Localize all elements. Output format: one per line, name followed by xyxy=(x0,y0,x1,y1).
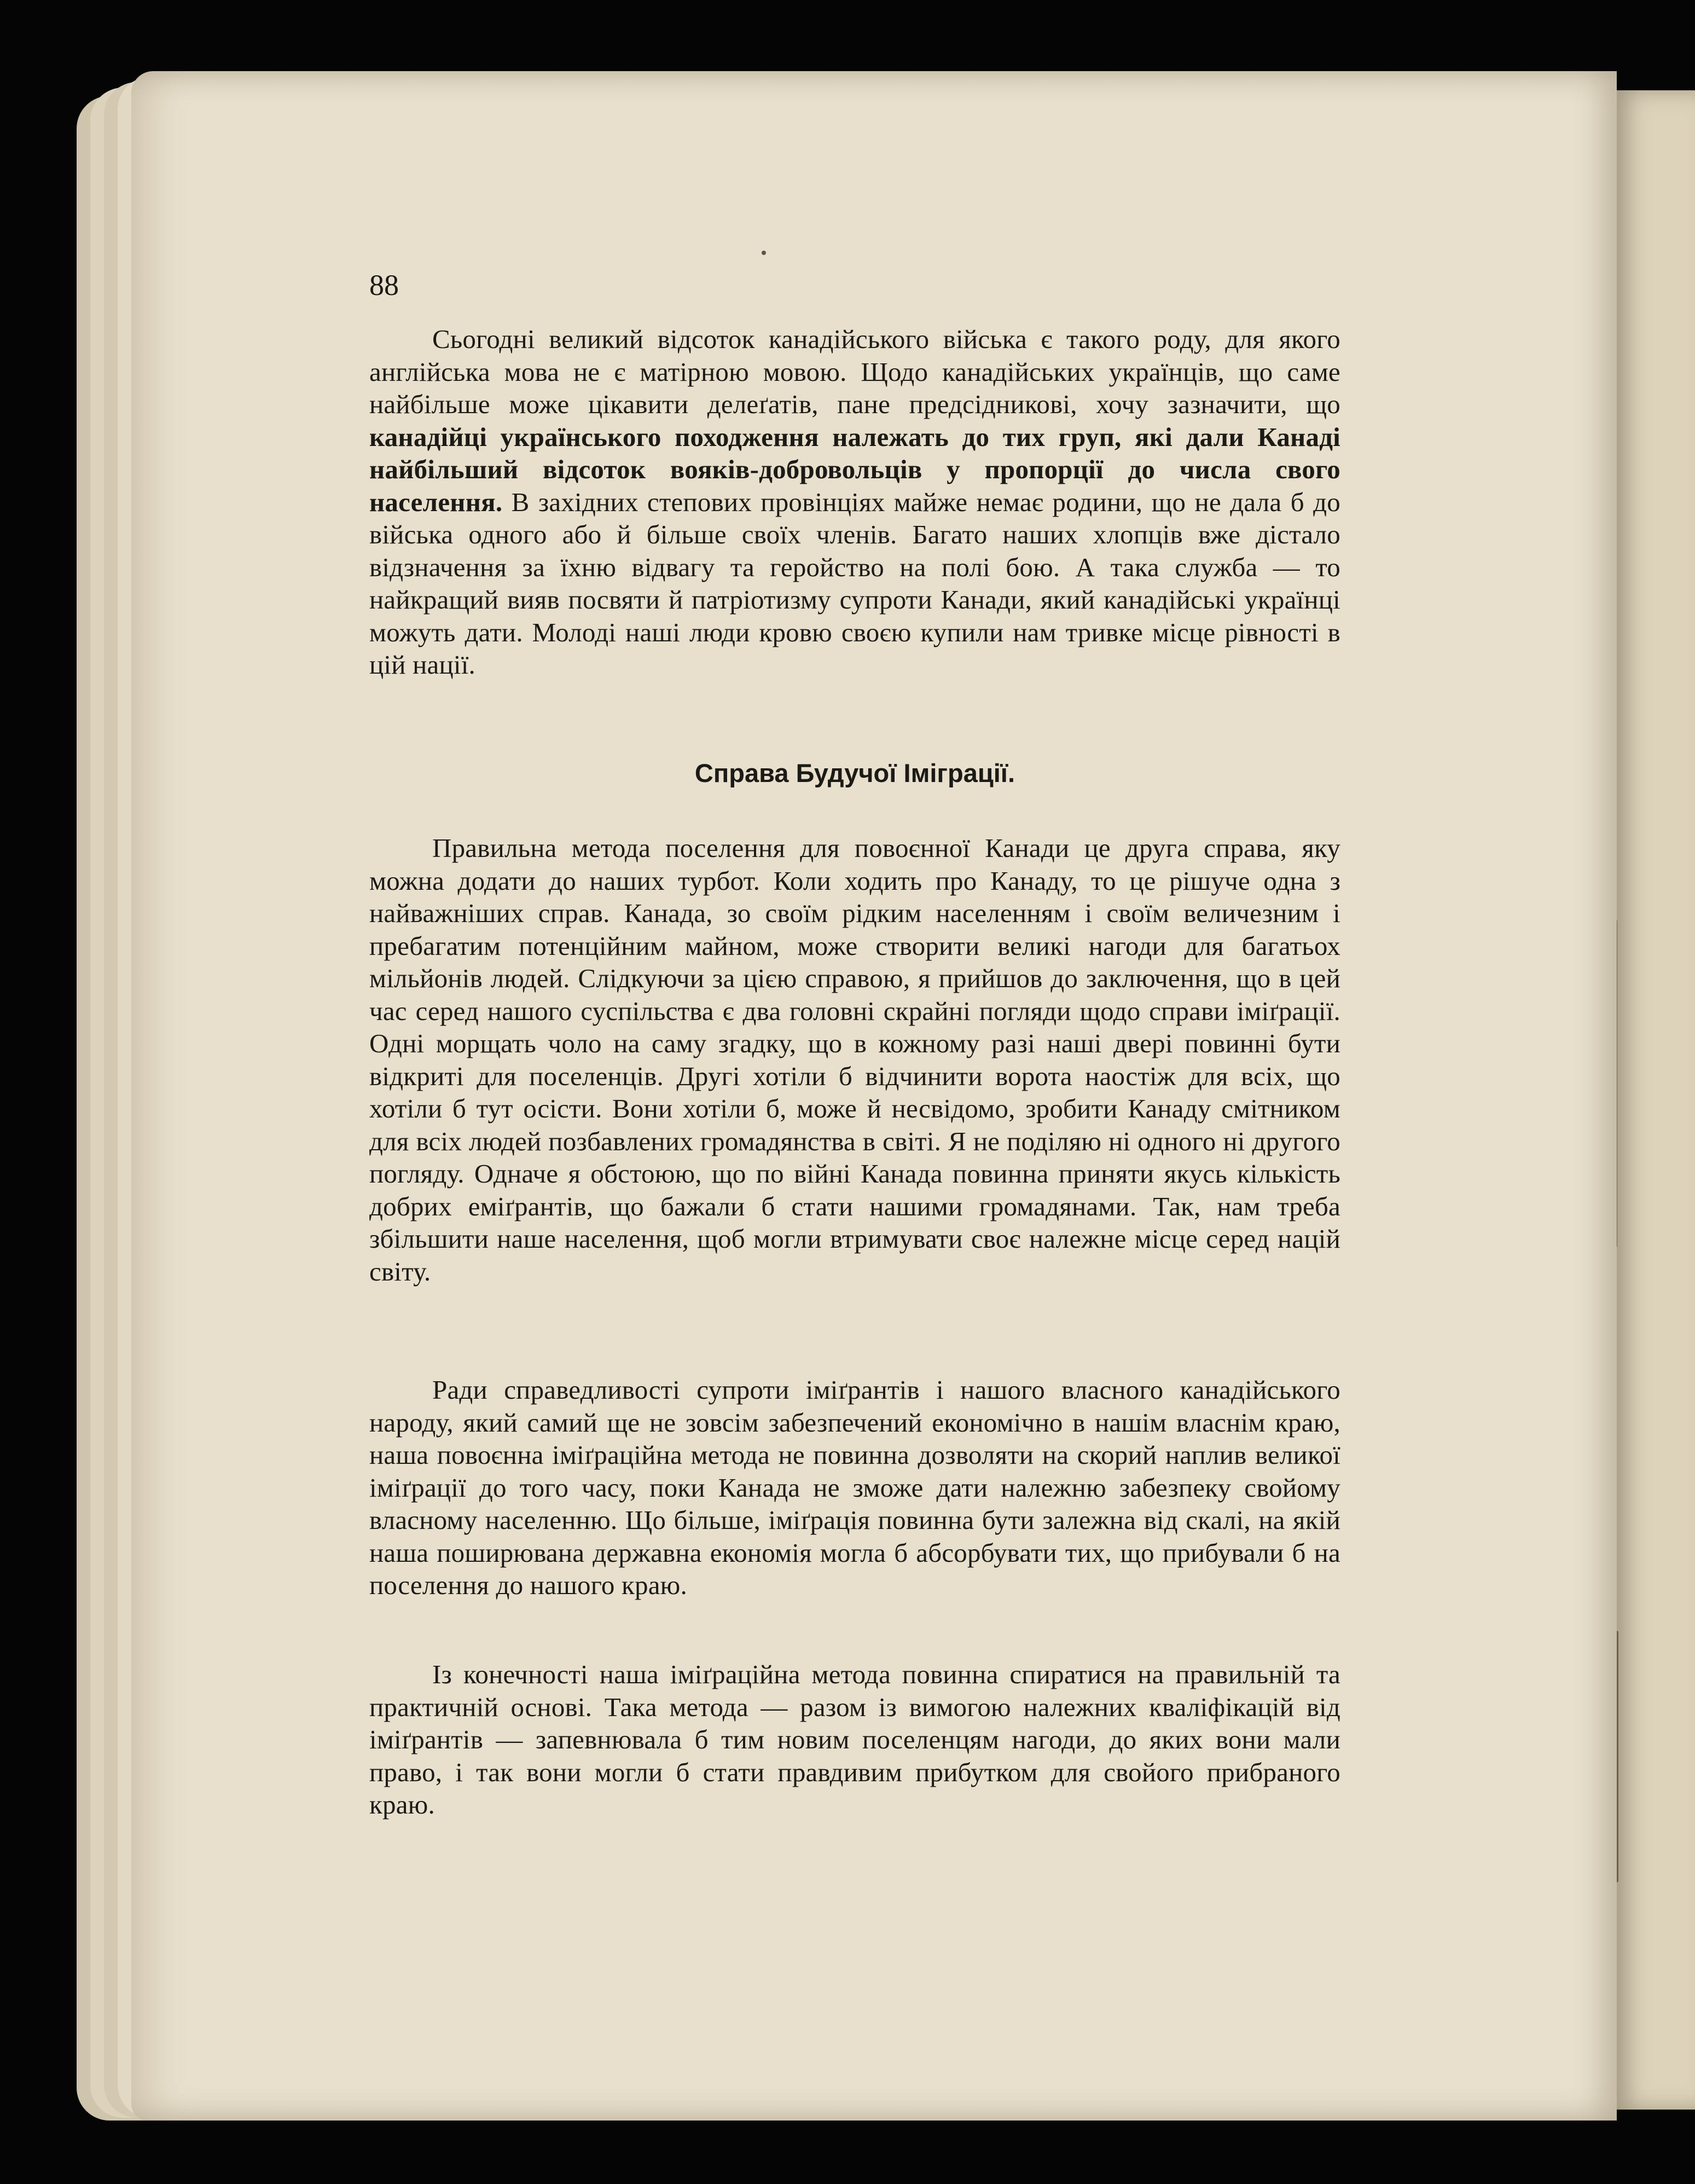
section-heading: Справа Будучої Іміграції. xyxy=(694,758,1015,787)
paragraph-text: В західних степових провінціях майже немає родини, що не дала б до війська одного або й більше своїх членів. Багато наших хлопців вже дістало відзначення за їхню відвагу та геройство на полі бою. А така служба — то найкращий вияв посвяти й патріотизму супроти Канади, який канадійські українці можуть дати. Молоді наші люди кровю своєю купили нам тривке місце рівності в цій нації. xyxy=(369,486,1340,680)
paragraph-text: Сьогодні великий відсоток канадійського війська є такого роду, для якого англійська мова не є матірною мовою. Щодо канадійських українців, що саме найбільше може цікавити делеґатів, пане предсідникові, хочу зазначити, що xyxy=(369,324,1340,419)
paragraph xyxy=(369,323,1340,681)
paragraph: Ради справедливості супроти іміґрантів і нашого власного канадійського народу, який самий ще не зовсім забезпечений економічно в нашім власнім краю, наша повоєнна іміґраційна метода не повинна дозволяти на скорий наплив великої іміґрації до того часу, поки Канада не зможе дати належню забезпеку свойому власному населенню. Що більше, іміґрація повинна бути залежна від скалі, на якій наша поширювана державна економія могла б абсорбувати тих, що прибували б на поселення до нашого краю. xyxy=(369,1375,1340,1600)
paper-speck xyxy=(762,251,766,255)
paragraph: Правильна метода поселення для повоєнної Канади це друга справа, яку можна додати до наших турбот. Коли ходить про Канаду, то це рішуче одна з найважніших справ. Канада, зо своїм рідким населенням і своїм величезним і пребагатим потенційним майном, може створити великі нагоди для багатьох мільйонів людей. Слідкуючи за цією справою, я прийшов до заключення, що в цей час серед нашого суспільства є два головні скрайні погляди щодо справи іміґрації. Одні морщать чоло на саму згадку, що в кожному разі наші двері повинні бути відкриті для поселенців. Другі хотіли б відчинити ворота наостіж для всіх, що хотіли б тут осісти. Вони хотіли б, може й несвідомо, зробити Канаду смітником для всіх людей позбавлених громадянства в світі. Я не поділяю ні одного ні другого погляду. Одначе я обстоюю, що по війні Канада повинна приняти якусь кількість добрих еміґрантів, що бажали б стати нашими громадянами. Так, нам треба збільшити наше населення, щоб могли втримувати своє належне місце серед націй світу. xyxy=(369,833,1340,1287)
bold-text: канадійці українського походження належать до тих груп, які дали Канаді найбільший відсоток вояків-добровольців у пропорції до числа свого населення. xyxy=(369,421,1340,517)
paragraph: Із конечності наша іміґраційна метода повинна спиратися на правильній та практичній основі. Така метода — разом із вимогою належних кваліфікацій від іміґрантів — запевнювала б тим новим поселенцям нагоди, до яких вони мали право, і так вони могли б стати правдивим прибутком для свойого прибраного краю. xyxy=(369,1659,1340,1820)
page-number: 88 xyxy=(369,269,399,302)
facing-page-edge xyxy=(1611,90,1695,2110)
